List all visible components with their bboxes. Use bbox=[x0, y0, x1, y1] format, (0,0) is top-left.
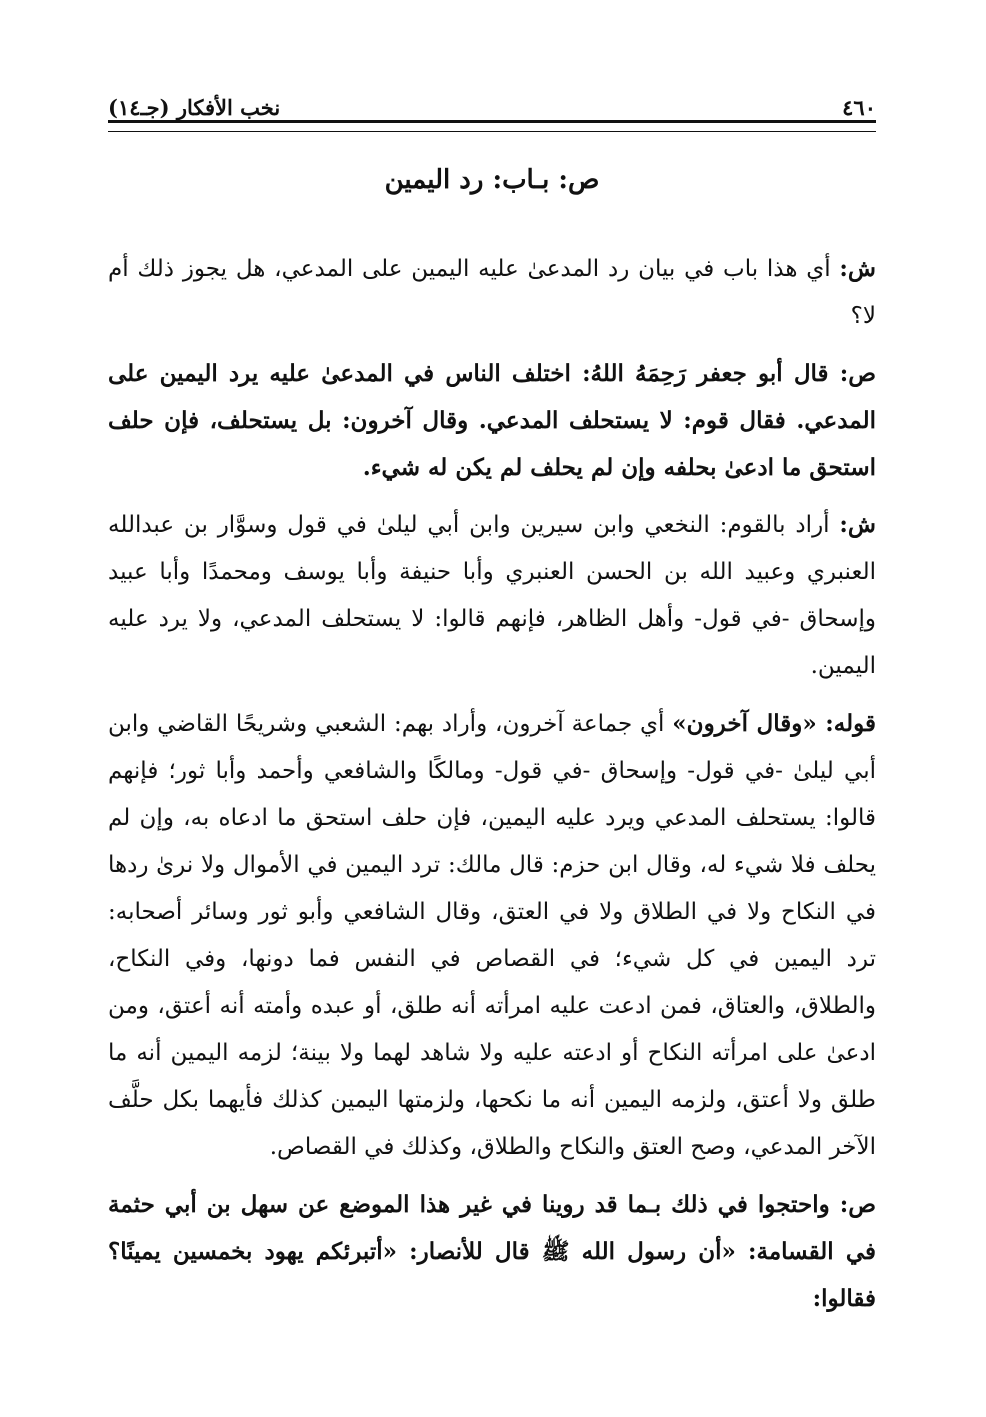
header-divider bbox=[108, 120, 876, 132]
quoted-phrase: «وقال آخرون» bbox=[672, 710, 826, 737]
paragraph-matn-1 bbox=[108, 350, 876, 491]
paragraph-text: قال أبو جعفر رَحِمَهُ اللهُ: اختلف الناس في المدعىٰ عليه يرد اليمين على المدعي. فقال قوم: لا يستحلف المدعي. وقال آخرون: بل يستحلف، فإن حلف استحق ما ادعىٰ بحلفه وإن لم يحلف لم يكن له شيء. bbox=[108, 360, 876, 481]
paragraph-text: واحتجوا في ذلك بـما قد روينا في غير هذا الموضع عن سهل بن أبي حثمة في القسامة: «أن رسول الله ﷺ قال للأنصار: «أتبرئكم يهود بخمسين يمينًا؟ فقالوا: bbox=[108, 1191, 876, 1312]
paragraph-marker: قوله: bbox=[825, 710, 876, 737]
paragraph-matn-2 bbox=[108, 1181, 876, 1322]
paragraph-text: أراد بالقوم: النخعي وابن سيرين وابن أبي ليلىٰ في قول وسوَّار بن عبدالله العنبري وعبيد الله بن الحسن العنبري وأبا حنيفة وأبا يوسف ومحمدًا وأبا عبيد وإسحاق -في قول- وأهل الظاهر، فإنهم قالوا: لا يستحلف المدعي، ولا يرد عليه اليمين. bbox=[108, 512, 876, 679]
page-number: ٤٦٠ bbox=[842, 95, 876, 120]
running-title: نخب الأفكار (جـ١٤) bbox=[108, 95, 281, 120]
page-header bbox=[108, 80, 876, 120]
paragraph-marker: ص: bbox=[839, 360, 876, 387]
paragraph-marker: ش: bbox=[839, 511, 876, 538]
paragraph-commentary-1 bbox=[108, 245, 876, 340]
paragraph-marker: ش: bbox=[839, 255, 876, 282]
paragraph-commentary-3 bbox=[108, 700, 876, 1171]
body-text bbox=[108, 245, 876, 1332]
chapter-heading: ص: بـاب: رد اليمين bbox=[384, 165, 600, 195]
paragraph-marker: ص: bbox=[839, 1191, 876, 1218]
paragraph-text: أي جماعة آخرون، وأراد بهم: الشعبي وشريحًا القاضي وابن أبي ليلىٰ -في قول- وإسحاق -في قول- ومالكًا والشافعي وأحمد وأبا ثور؛ فإنهم قالوا: يستحلف المدعي ويرد عليه اليمين، فإن حلف استحق ما ادعاه به، وإن لم يحلف فلا شيء له، وقال ابن حزم: قال مالك: ترد اليمين في الأموال ولا نرىٰ ردها في النكاح ولا في الطلاق ولا في العتق، وقال الشافعي وأبو ثور وسائر أصحابه: ترد اليمين في كل شيء؛ في القصاص في النفس فما دونها، وفي النكاح، والطلاق، والعتاق، فمن ادعت عليه امرأته أنه طلق، أو عبده وأمته أنه أعتق، ومن ادعىٰ على امرأته النكاح أو ادعته عليه ولا شاهد لهما ولا بينة؛ لزمه اليمين أنه ما طلق ولا أعتق، ولزمه اليمين أنه ما نكحها، ولزمتها اليمين كذلك فأيهما بكل حلَّف الآخر المدعي، وصح العتق والنكاح والطلاق، وكذلك في القصاص. bbox=[108, 711, 876, 1160]
paragraph-commentary-2 bbox=[108, 501, 876, 690]
paragraph-text: أي هذا باب في بيان رد المدعىٰ عليه اليمين على المدعي، هل يجوز ذلك أم لا؟ bbox=[108, 256, 876, 329]
